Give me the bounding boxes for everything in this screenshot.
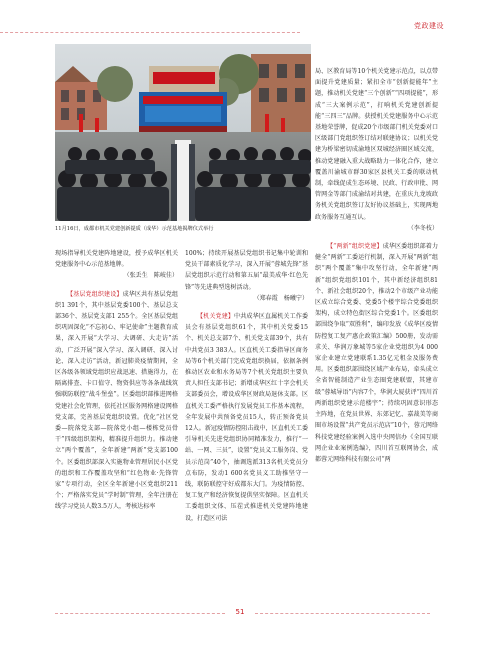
paragraph-two-new-party-building: [315, 241, 438, 465]
paragraph-tag: 【“两新”组织党建】: [327, 243, 383, 251]
column-2: [185, 248, 308, 608]
paragraph-tag: 【机关党建】: [197, 313, 235, 321]
paragraph-continued: 100%；持续开展基层党组织书记集中轮训和党员干部素质化学习，深入开展“蓉城先锋”基层党组织示范行动和第五届“最美成华·红色先锋”等先进典型选树活动。: [185, 250, 308, 291]
photo-caption: 11月16日，成都市机关党建创新提质（成华）示范基地揭牌仪式举行: [55, 226, 214, 232]
byline: （郑春霞 杨曦宁）: [253, 294, 308, 302]
header-divider: [0, 32, 300, 33]
byline: （张丢生 陈岐佳）: [123, 272, 178, 280]
section-label: 党政建设: [414, 22, 444, 30]
paragraph-party-org-building: [55, 289, 178, 513]
paragraph-continued: 现场指导机关党建阵地建设，授予成华区机关党建服务中心示范基地牌。: [55, 250, 178, 269]
footer-divider-right: [255, 613, 430, 614]
paragraph-body: 成华区共有基层党组织1 391个，其中基层党委100个、基层总支部36个、基层党支部1 255个。全区基层党组织巩固深化“不忘初心、牢记使命”主题教育成果，深入开展“大学习、大调研、大走访”活动，广泛开展“深入学习、深入调研、深入讨论、深入走访”活动，新冠肺炎疫情期间，全区各级各领域党组织应战迅速、措施得力，在隔离排查、卡口值守、物资供应等各条战线筑强联防联控“战斗堡垒”。区委组织部推进网格党建社会化管理，依托社区服务网格建设网格党支部，完善基层党组织设置。优化“社区党委—院落党支部—院落党小组—楼栋党员骨干”四级组织架构，精准提升组织力。推动建立“两个覆盖”，全年新建“两新”党支部100个。区委组织部深入实施物业管理居民小区党的组织和工作覆盖攻坚和“红色物业·先锋管家”专项行动，全区全年新建小区党组织211个；严格落实党员“学时制”管理，全年注册在线学习党员人数3.5万人，考核达标率: [55, 290, 178, 511]
paragraph-agency-party-building: [185, 311, 308, 524]
paragraph-tag: 【基层党组织建设】: [67, 290, 123, 298]
paragraph-body: 中共成华区直属机关工作委员会有基层党组织61个，其中机关党委15个、机关总支部7个、机关党支部39个，共有中共党员3 383人。区直机关工委指导区商务局等6个机关部门完成党组织换届，依据条例推动区农业和水务局等7个机关党组织主要负责人担任支部书记；新增成华区红十字会机关支部委员会，增设成华区财政局退休支部。区直机关工委严格执行发展党员工作基本流程，全年发展中共预备党员15人，转正预备党员12人。新冠疫情防控阻击战中，区直机关工委引导机关先进党组织协同精准发力，推行“一站、一网、三员”，设置“党员义工服务岗、党员示范岗”40个，抽调选派313名机关党员分点布防，发动1 600名党员义工助推坚守一线，联防联控守好成都东大门。为疫情防控、复工复产和经济恢复提供坚实保障。区直机关工委组织文体、压茬式推进机关党建阵地建设，打造区司法: [185, 313, 308, 522]
paragraph-continued: 局、区教育局等10个机关党建示范点，以点带面提升党建质量；紧扣全市“创新提能年”主题，推动机关党建“三个创新”“四项提能”，形成“三大案例示范”，打响机关党建创新提能“三四三”品牌。获授机关党建服务中心示范基地荣誉牌，促成20个市级部门机关党委对口区级部门党组织签订结对联建协议；以机关党建为桥梁密切成渝地区双城经济圈区域交流，推动党建融入重大战略助力一体化合作，建立覆盖川渝城市群30家区县机关工委的联动机制，牵线促成生态环境、民政、行政审批、网管网金等部门成渝结对共建，在重庆九龙坡政务机关党组织签订友好协议基础上，实现两地政务服务互通互认。: [315, 68, 438, 221]
byline: （李冬枝）: [407, 224, 438, 232]
event-photo: [55, 44, 311, 221]
paragraph-body: 成华区委组织部着力健全“两新”工委运行机制，深入开展“两新”组织“两个覆盖”集中攻坚行动，全年新建“两新”组织党组织101个，其中新经济组织81个、新社会组织20个，推动2个市级产业功能区成立综合党委、党委5个楼宇综合党委组织架构，成立特色街区综合党委1个。区委组织部围绕争取“双胜利”，编印发放《成华区疫情防控复工复产惠企政策汇编》500册，发动需求关、华润万象城等5家企业党组织为4 000家企业建立党建联系1.35亿元租金及服务费用。区委组织部围绕区域产业布局，牵头成立全省智能制造产业生态圈党建联盟，其建市级“蓉城导语”内容7个，华润大厦获评“四川首两新组织党建示范楼宇”；持续巩固意识形态主阵地，在党员世界、东郊记忆、嘉裁美等商圈市场设置“共产党员示范店”10个，蓉元网络科技党建经验案例入选中央网信办《全国互联网企业业案例选编》，四川首互联网协会，成都蓉元网络科技有限公司“两: [315, 243, 438, 463]
page-number: 51: [235, 608, 245, 616]
footer-divider-left: [55, 613, 225, 614]
column-3: [315, 66, 438, 608]
column-1: [55, 248, 178, 608]
